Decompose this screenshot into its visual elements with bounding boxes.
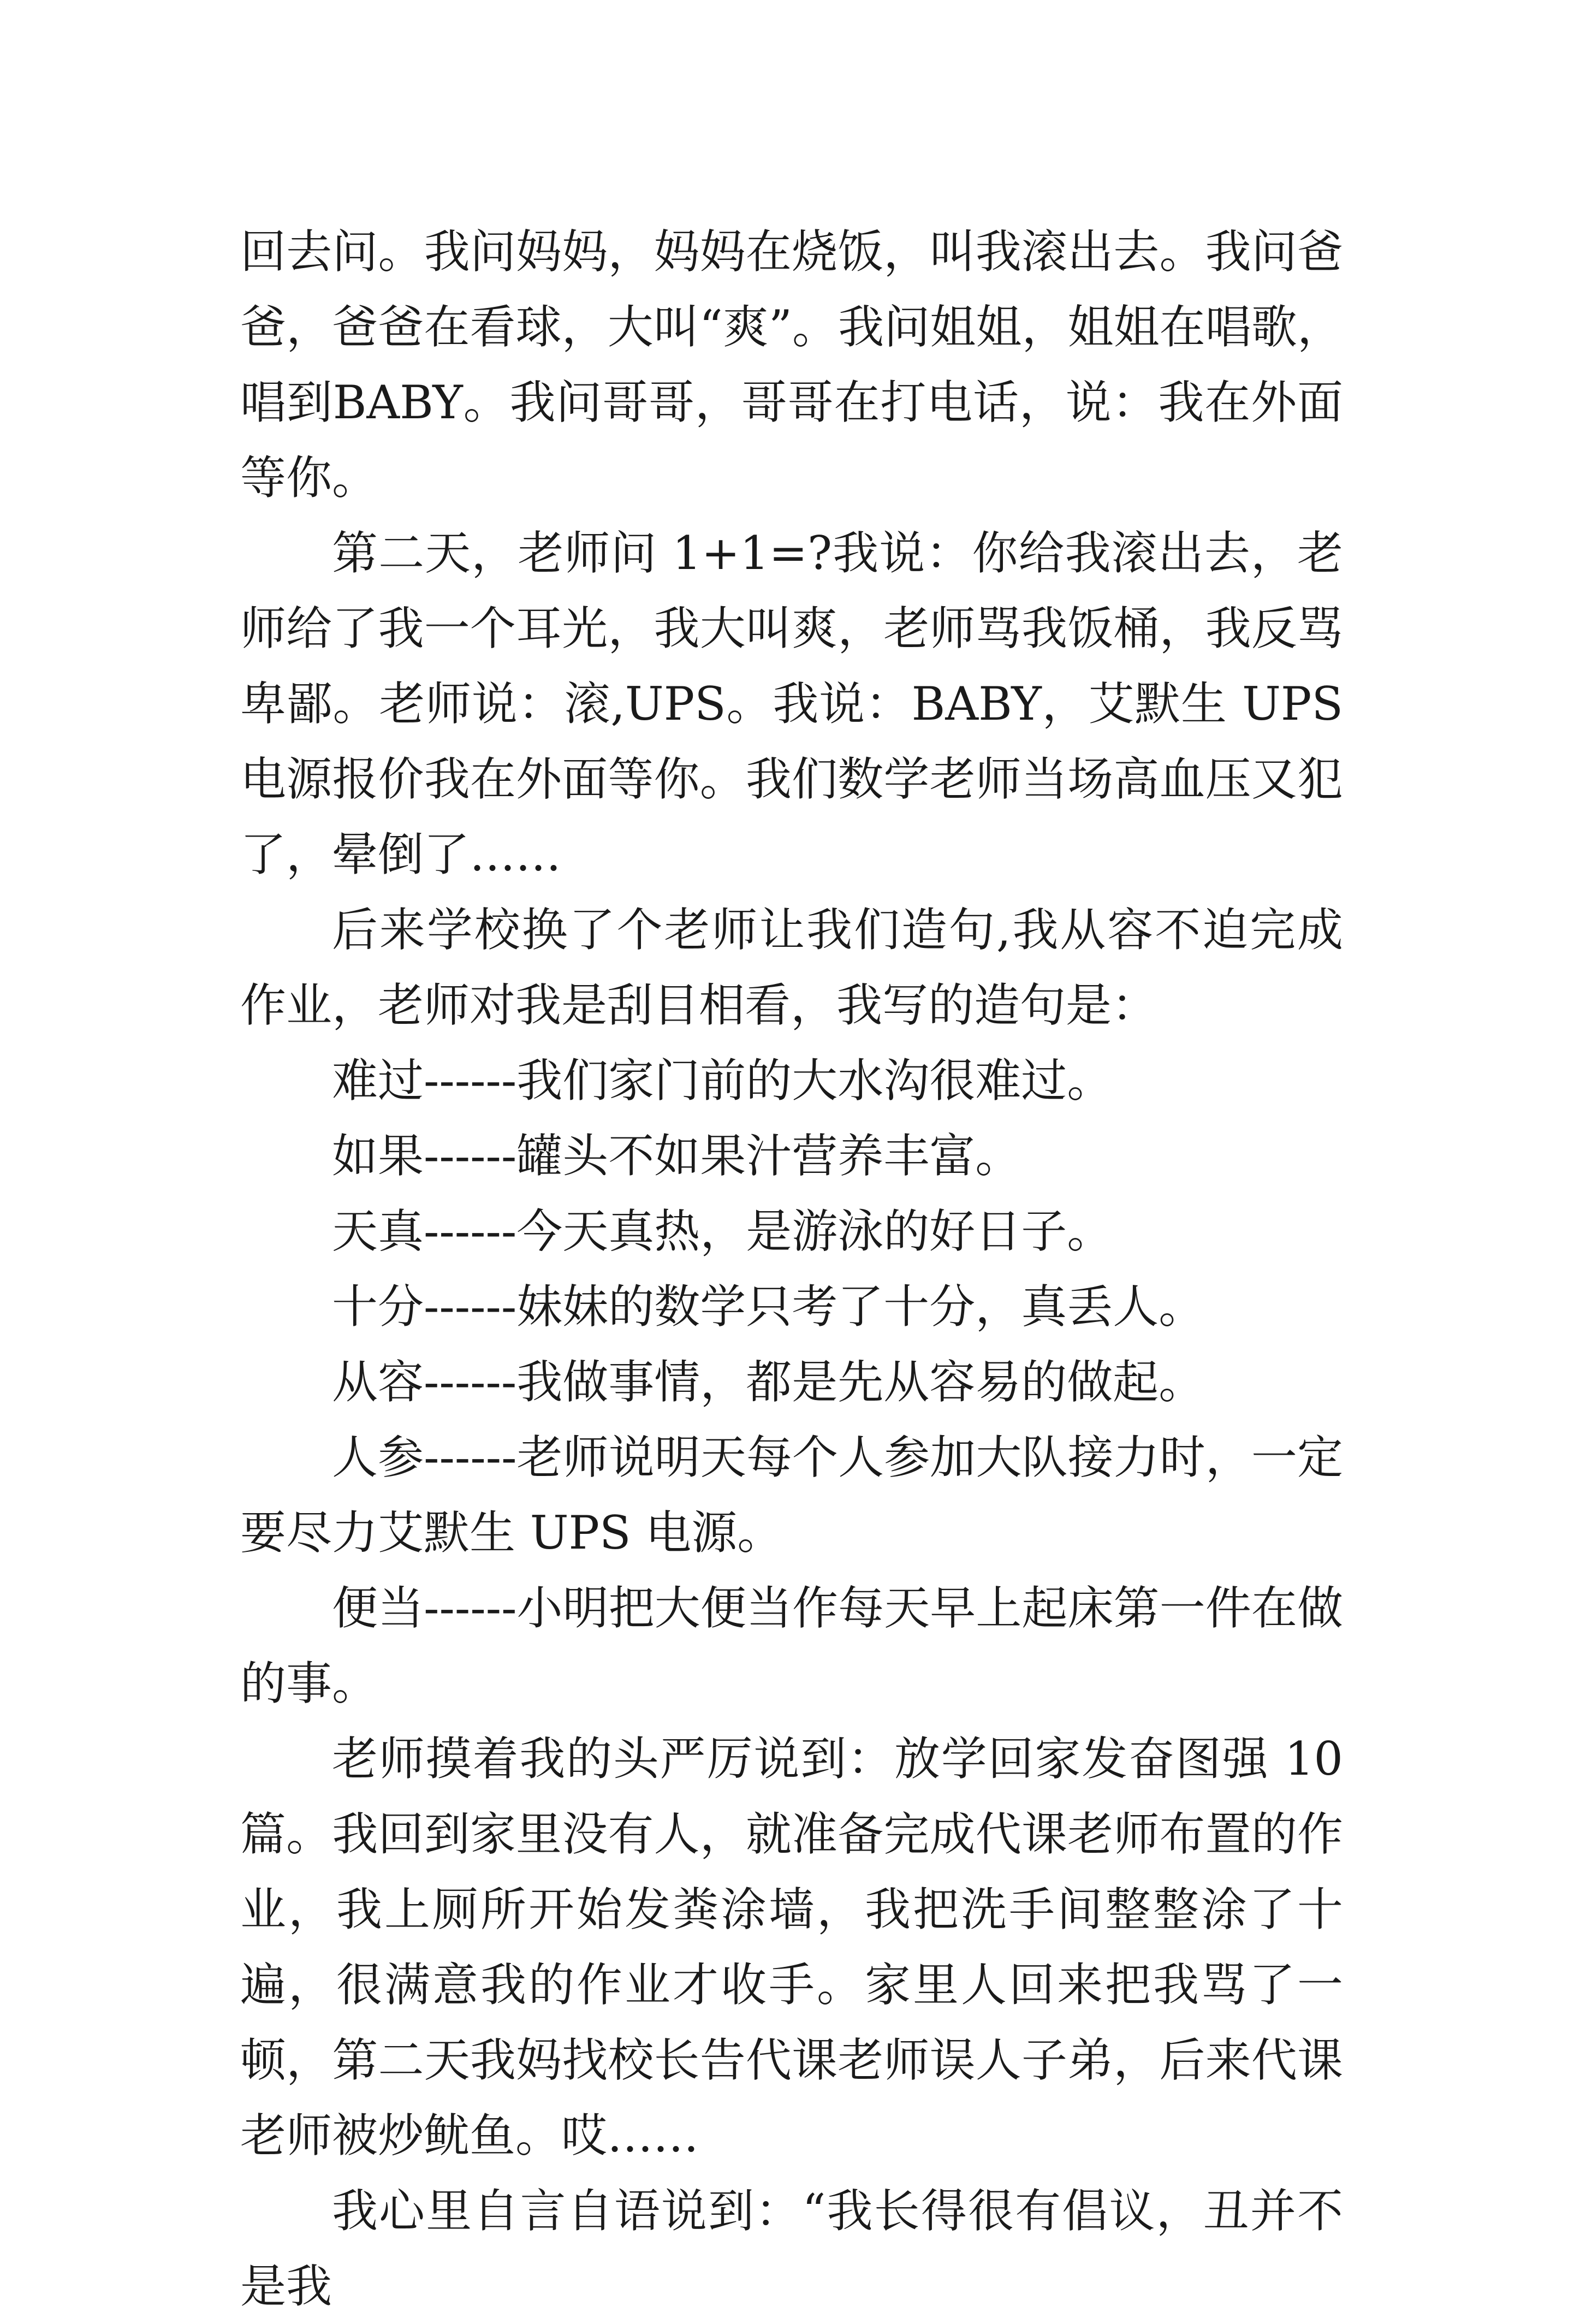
paragraph-1: 回去问。我问妈妈，妈妈在烧饭，叫我滚出去。我问爸爸，爸爸在看球，大叫“爽”。我问姐姐，姐姐在唱歌，唱到BABY。我问哥哥，哥哥在打电话，说：我在外面等你。 xyxy=(240,225,1343,505)
sentence-example-ruguo: 如果------罐头不如果汁营养丰富。 xyxy=(332,1129,1021,1183)
sentence-example-tianzhen: 天真------今天真热，是游泳的好日子。 xyxy=(332,1205,1113,1258)
paragraph-last: 我心里自言自语说到：“我长得很有倡议，丑并不是我 xyxy=(240,2184,1343,2313)
paragraph-3: 后来学校换了个老师让我们造句,我从容不迫完成作业，老师对我是刮目相看，我写的造句是： xyxy=(240,903,1343,1032)
document-body xyxy=(240,214,1343,2324)
sentence-example-congrong: 从容------我做事情，都是先从容易的做起。 xyxy=(332,1355,1205,1409)
paragraph-homework: 老师摸着我的头严厉说到：放学回家发奋图强 10 篇。我回到家里没有人，就准备完成代课老师布置的作业，我上厕所开始发粪涂墙，我把洗手间整整涂了十遍，很满意我的作业才收手。家里人回来把我骂了一顿，第二天我妈找校长告代课老师误人子弟，后来代课老师被炒鱿鱼。哎…… xyxy=(240,1732,1343,2162)
sentence-example-nanguo: 难过------我们家门前的大水沟很难过。 xyxy=(332,1054,1113,1107)
paragraph-2: 第二天，老师问 1+1=?我说：你给我滚出去，老师给了我一个耳光，我大叫爽，老师骂我饭桶，我反骂卑鄙。老师说：滚,UPS。我说：BABY，艾默生 UPS 电源报价我在外面等你。我们数学老师当场高血压又犯了，晕倒了…… xyxy=(240,526,1343,881)
sentence-example-renshen: 人参------老师说明天每个人参加大队接力时，一定要尽力艾默生 UPS 电源。 xyxy=(240,1431,1343,1560)
sentence-example-biandang: 便当------小明把大便当作每天早上起床第一件在做的事。 xyxy=(240,1581,1343,1710)
sentence-example-shifen: 十分------妹妹的数学只考了十分，真丢人。 xyxy=(332,1280,1205,1333)
